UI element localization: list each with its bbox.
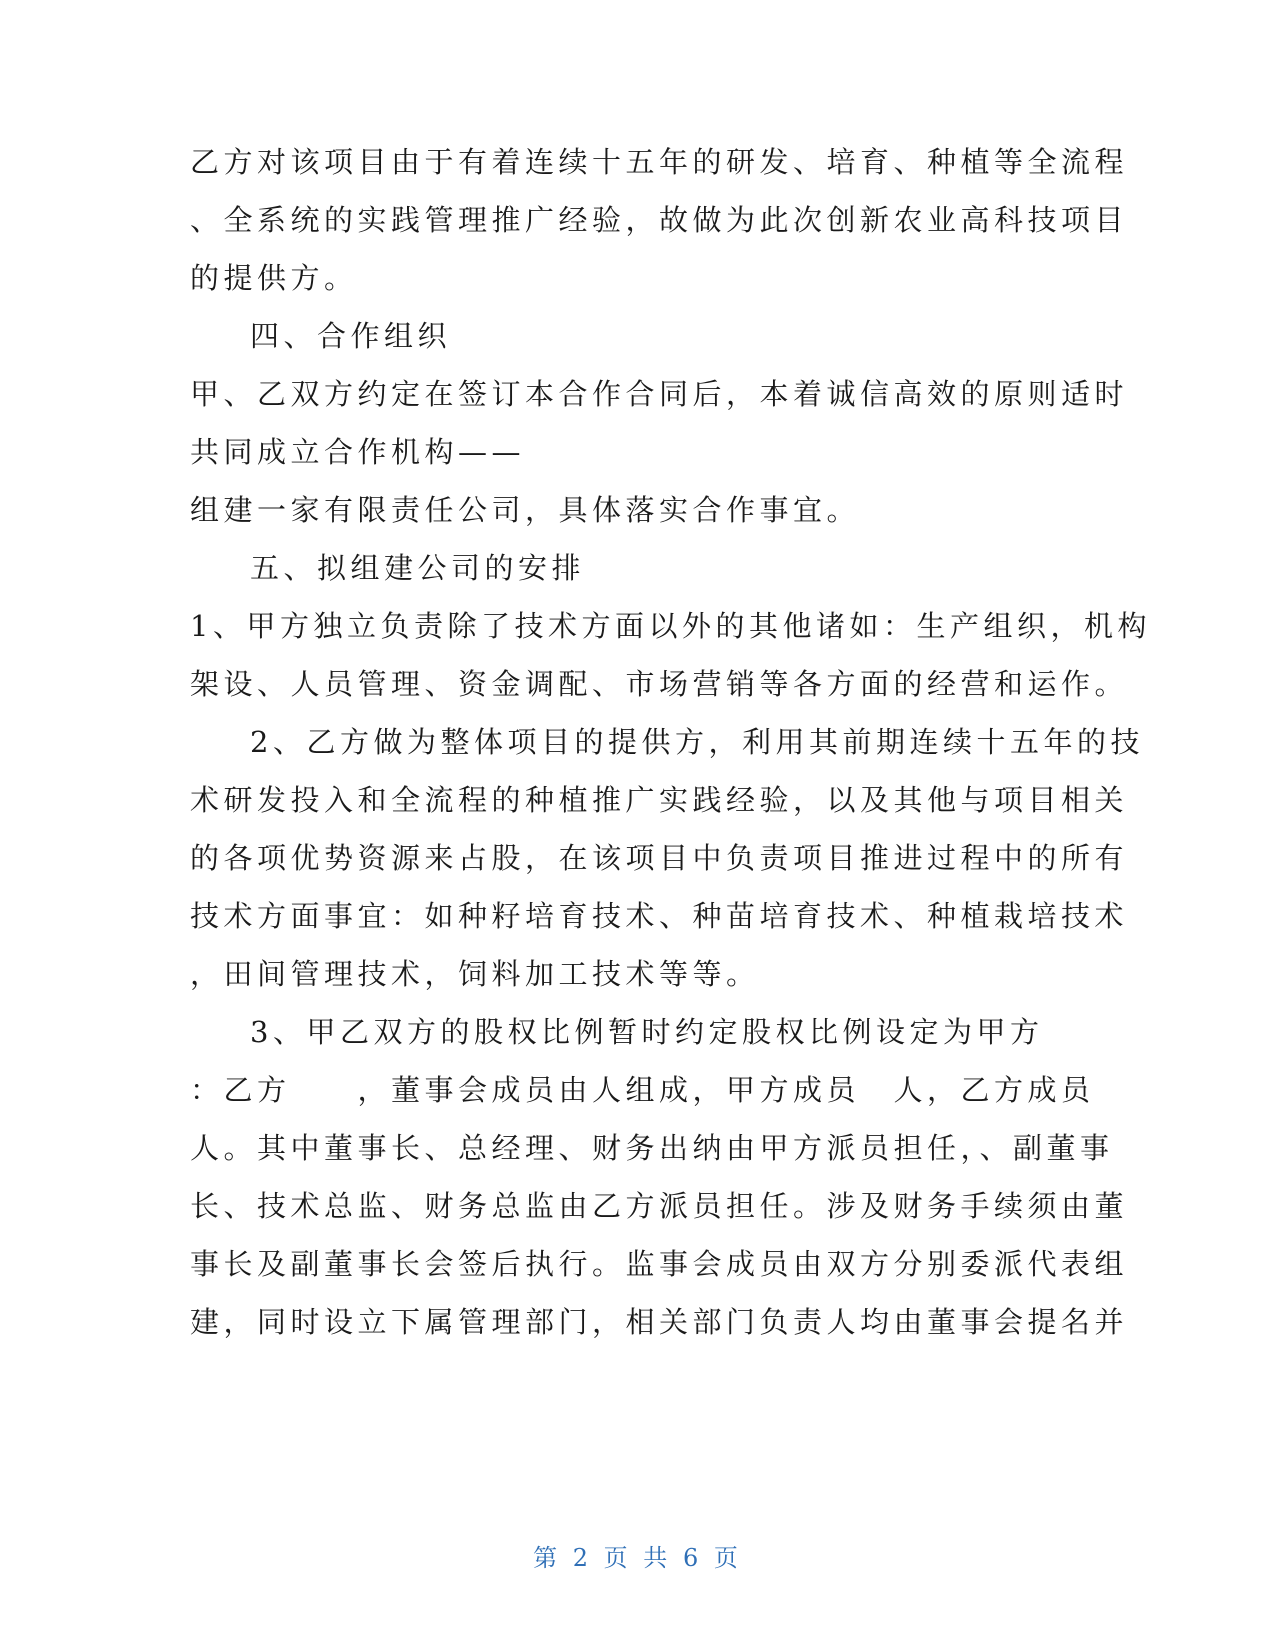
body-text-line: 组建一家有限责任公司，具体落实合作事宜。 xyxy=(190,493,861,527)
body-text-line: 共同成立合作机构—— xyxy=(190,435,526,469)
body-text-line: 甲、乙双方约定在签订本合作合同后，本着诚信高效的原则适时 xyxy=(190,377,1129,411)
body-text-line: 、全系统的实践管理推广经验，故做为此次创新农业高科技项目 xyxy=(190,203,1129,237)
section-heading: 五、拟组建公司的安排 xyxy=(250,551,586,585)
body-text-line: 2、乙方做为整体项目的提供方，利用其前期连续十五年的技 xyxy=(250,725,1144,759)
body-text-line: 人。其中董事长、总经理、财务出纳由甲方派员担任，、副董事 xyxy=(190,1131,1114,1165)
body-text-line: 的提供方。 xyxy=(190,261,358,295)
body-text-line: 事长及副董事长会签后执行。监事会成员由双方分别委派代表组 xyxy=(190,1247,1129,1281)
body-text-line: 1、甲方独立负责除了技术方面以外的其他诸如：生产组织，机构 xyxy=(190,609,1151,643)
body-text-line: 长、技术总监、财务总监由乙方派员担任。涉及财务手续须由董 xyxy=(190,1189,1129,1223)
page-number-footer: 第 2 页 共 6 页 xyxy=(533,1544,742,1572)
body-text-line: 技术方面事宜：如种籽培育技术、种苗培育技术、种植栽培技术 xyxy=(190,899,1129,933)
body-text-line: 术研发投入和全流程的种植推广实践经验，以及其他与项目相关 xyxy=(190,783,1129,817)
body-text-line: ，田间管理技术，饲料加工技术等等。 xyxy=(190,957,760,991)
body-text-line: 架设、人员管理、资金调配、市场营销等各方面的经营和运作。 xyxy=(190,667,1129,701)
body-text-line: 的各项优势资源来占股，在该项目中负责项目推进过程中的所有 xyxy=(190,841,1129,875)
body-text-line: 乙方对该项目由于有着连续十五年的研发、培育、种植等全流程 xyxy=(190,145,1129,179)
section-heading: 四、合作组织 xyxy=(250,319,452,353)
body-text-line: 3、甲乙双方的股权比例暂时约定股权比例设定为甲方 xyxy=(250,1015,1044,1049)
body-text-line: ：乙方 ，董事会成员由人组成，甲方成员 人，乙方成员 xyxy=(190,1073,1095,1107)
body-text-line: 建，同时设立下属管理部门，相关部门负责人均由董事会提名并 xyxy=(190,1305,1129,1339)
